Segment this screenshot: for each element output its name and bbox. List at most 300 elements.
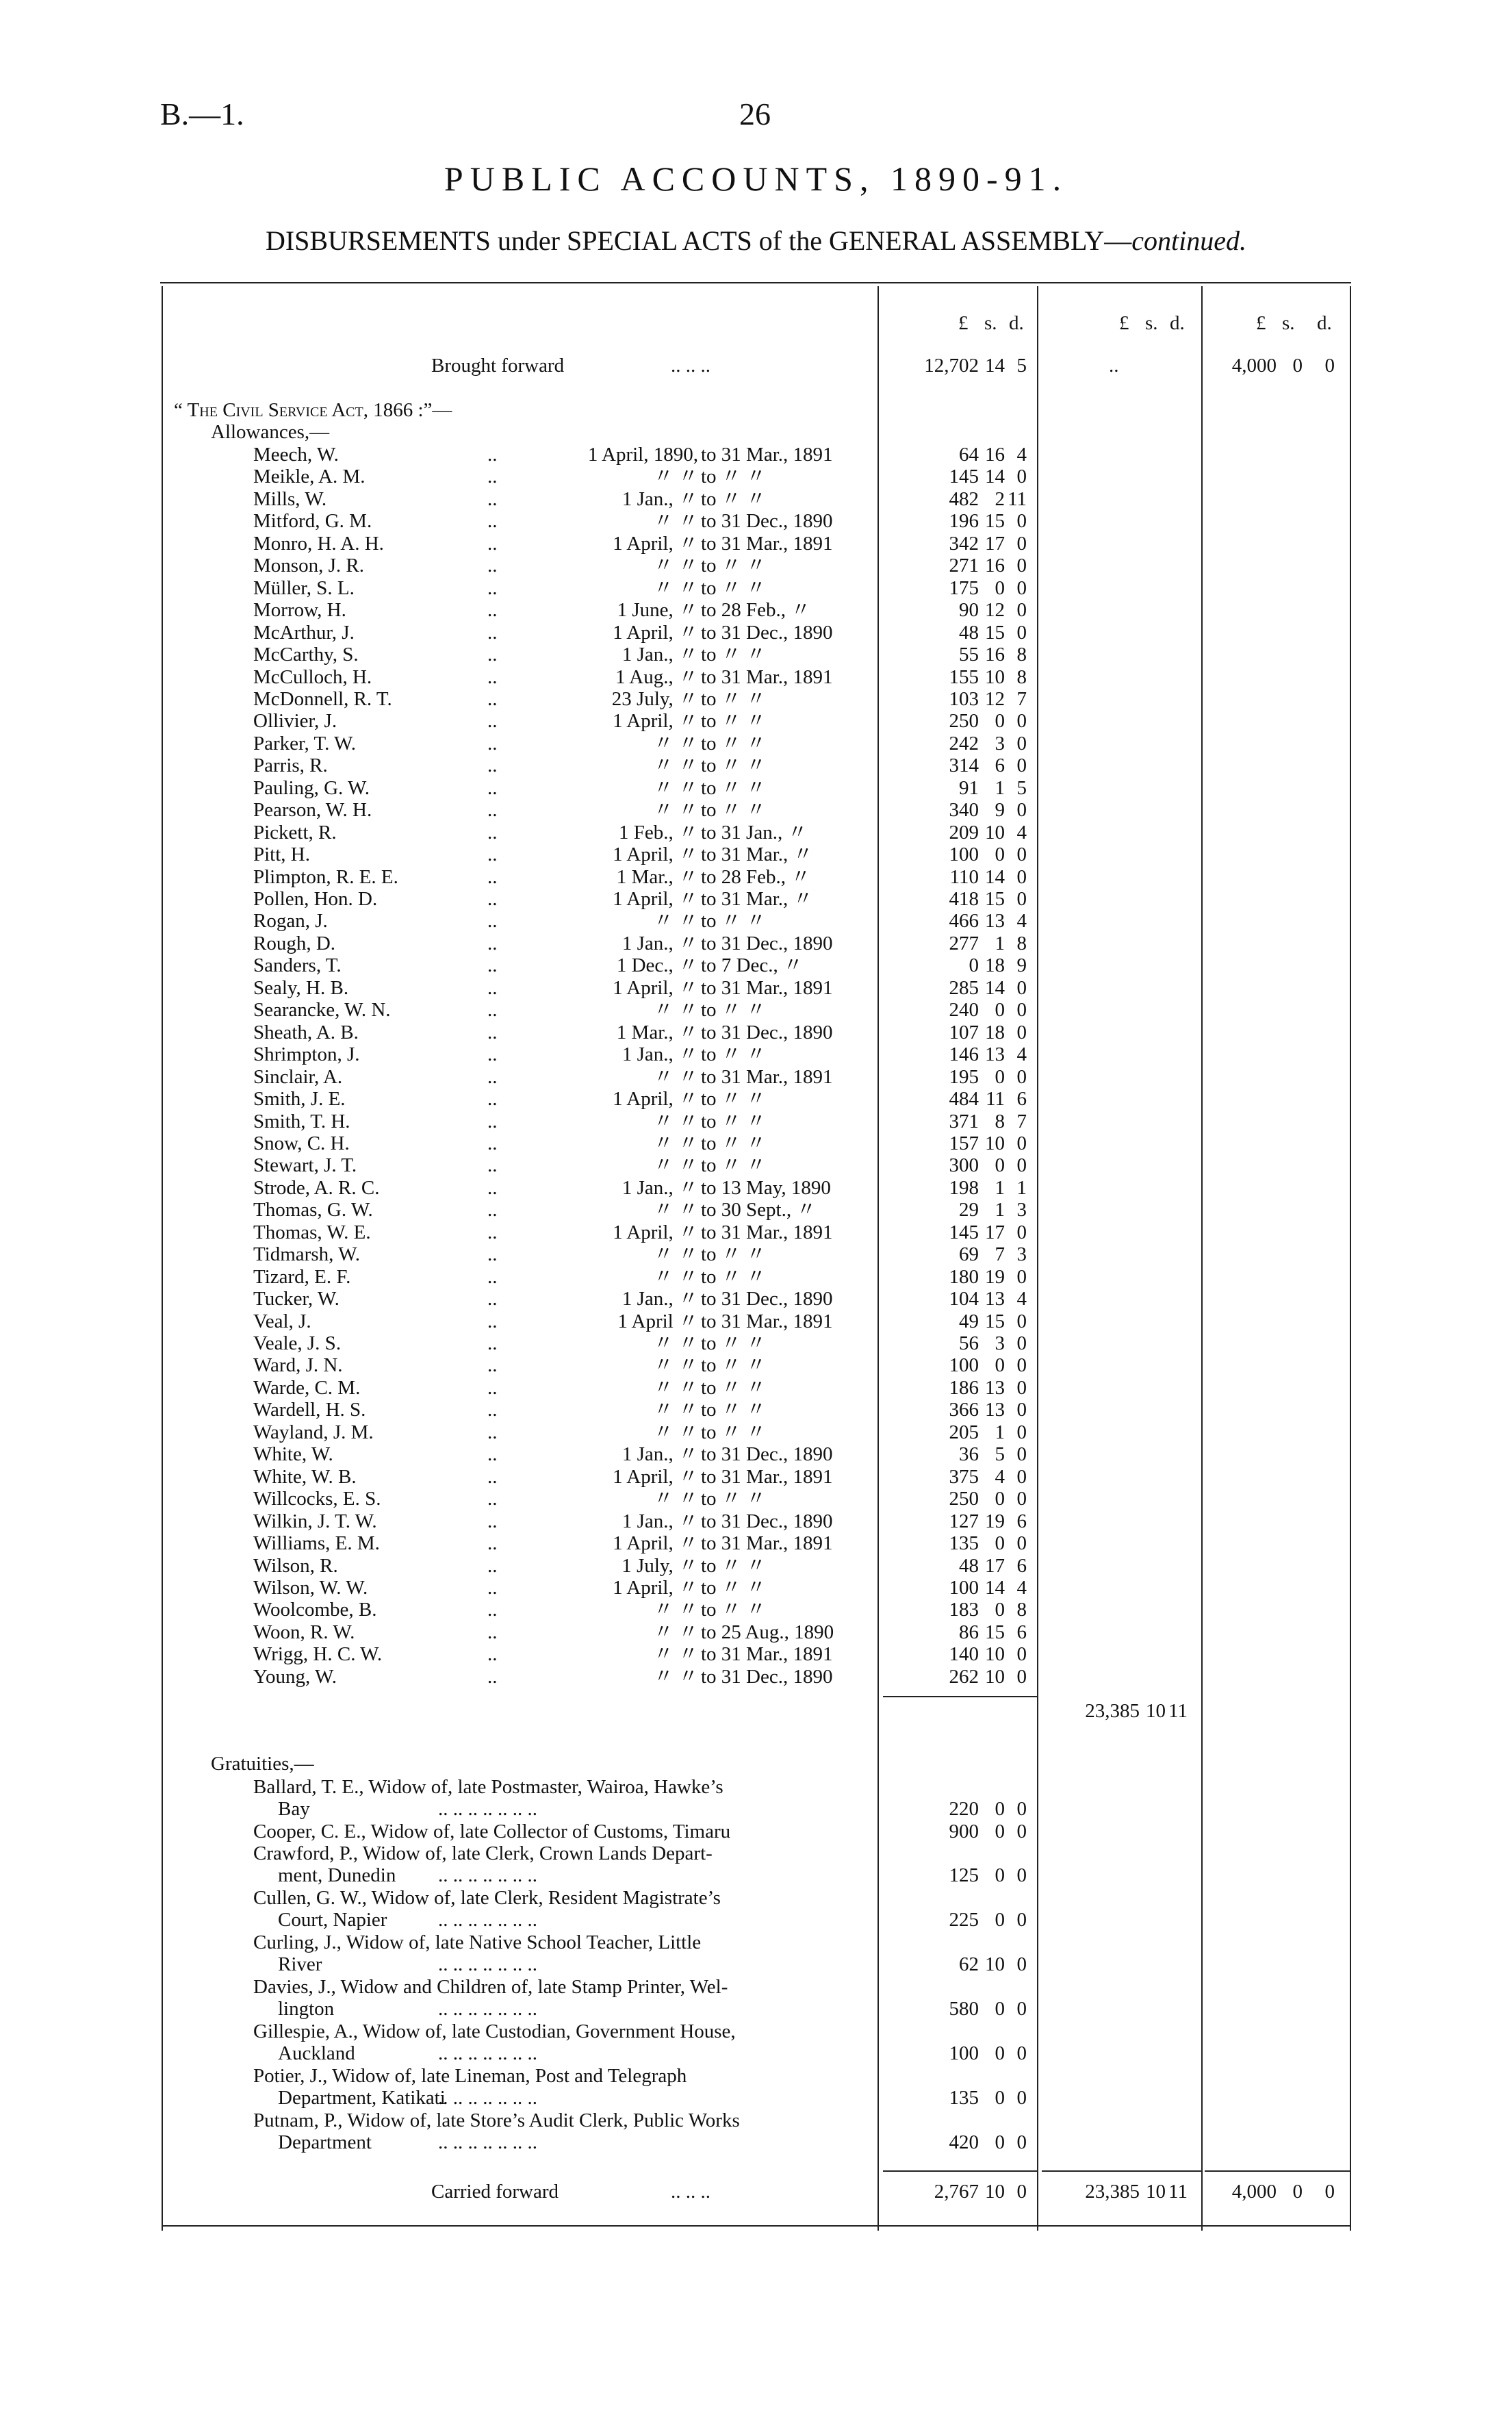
- col3-left-rule: [1201, 286, 1203, 2231]
- allowance-amount-pounds: 69: [959, 1243, 979, 1265]
- allowance-leader: ..: [487, 1443, 498, 1465]
- allowance-amount-pounds: 100: [949, 1354, 979, 1376]
- allowance-name: Plimpton, R. E. E.: [253, 866, 398, 888]
- allowance-amount-shillings: 1: [995, 777, 1005, 799]
- allowance-name: Smith, T. H.: [253, 1111, 350, 1132]
- allowance-name: Wardell, H. S.: [253, 1399, 366, 1421]
- allowance-amount-shillings: 13: [985, 1043, 1005, 1065]
- allowance-amount-pence: 7: [1016, 1111, 1027, 1132]
- gratuity-amount-pounds: 420: [949, 2131, 979, 2153]
- allowance-amount-pounds: 183: [949, 1599, 979, 1621]
- carried-forward-col3-pounds: 4,000: [1231, 2181, 1277, 2203]
- allowance-from: 1 April, 〃: [613, 888, 698, 910]
- allowance-from: 〃 〃: [653, 733, 698, 755]
- allowance-amount: [883, 1666, 1027, 1688]
- gratuity-line1: Cooper, C. E., Widow of, late Collector of Customs, Timaru: [253, 1821, 731, 1842]
- allowance-from: 〃 〃: [653, 755, 698, 776]
- allowance-from: 1 April, 〃: [613, 1466, 698, 1488]
- allowance-amount-pence: 4: [1016, 1043, 1027, 1065]
- allowance-leader: ..: [487, 1377, 498, 1399]
- allowance-to: to 〃 〃: [701, 733, 767, 755]
- allowance-name: Mitford, G. M.: [253, 510, 372, 532]
- allowance-amount-pounds: 371: [949, 1111, 979, 1132]
- col2-left-rule: [1037, 286, 1038, 2231]
- allowance-to: to 31 Mar., 1891: [701, 1643, 833, 1665]
- allowance-name: White, W. B.: [253, 1466, 357, 1488]
- allowance-amount-pence: 6: [1016, 1088, 1027, 1110]
- gratuity-amount-shillings: 10: [985, 1953, 1005, 1975]
- allowance-to: to 〃 〃: [701, 488, 767, 510]
- allowance-to: to 31 Mar., 1891: [701, 444, 833, 466]
- allowance-leader: ..: [487, 1111, 498, 1132]
- allowance-amount-pounds: 186: [949, 1377, 979, 1399]
- allowance-amount: [883, 1088, 1027, 1110]
- brought-forward-col1-pence: 5: [1016, 355, 1027, 377]
- allowance-leader: ..: [487, 555, 498, 576]
- allowance-amount-pounds: 375: [949, 1466, 979, 1488]
- gratuity-amount: [883, 1821, 1027, 1842]
- allowance-from: 〃 〃: [653, 1421, 698, 1443]
- allowance-amount-pounds: 104: [949, 1288, 979, 1310]
- allowance-amount-pence: 0: [1016, 1421, 1027, 1443]
- gratuity-leader: .. .. .. .. .. .. ..: [438, 2042, 537, 2064]
- brought-forward-col3-shillings: 0: [1292, 355, 1303, 377]
- allowance-from: 〃 〃: [653, 1488, 698, 1510]
- allowance-leader: ..: [487, 1288, 498, 1310]
- allowance-amount: [883, 599, 1027, 621]
- allowance-to: to 31 Mar., 1891: [701, 666, 833, 688]
- gratuity-leader: .. .. .. .. .. .. ..: [438, 1953, 537, 1975]
- allowance-name: Sealy, H. B.: [253, 977, 349, 999]
- allowance-leader: ..: [487, 1177, 498, 1199]
- allowance-leader: ..: [487, 1332, 498, 1354]
- allowance-name: Tucker, W.: [253, 1288, 339, 1310]
- allowance-amount-pounds: 250: [949, 1488, 979, 1510]
- allowance-amount: [883, 954, 1027, 976]
- allowance-leader: ..: [487, 844, 498, 865]
- allowance-name: Wayland, J. M.: [253, 1421, 374, 1443]
- allowance-to: to 〃 〃: [701, 1421, 767, 1443]
- allowance-to: to 〃 〃: [701, 1488, 767, 1510]
- gratuity-line2: ment, Dunedin: [278, 1864, 396, 1886]
- allowance-from: 1 April, 1890,: [587, 444, 698, 466]
- allowance-amount-pounds: 205: [949, 1421, 979, 1443]
- allowance-leader: ..: [487, 977, 498, 999]
- carried-forward-col2-pounds: 23,385: [1085, 2181, 1140, 2203]
- gratuity-amount: [883, 1798, 1027, 1820]
- allowance-name: Parris, R.: [253, 755, 328, 776]
- allowance-leader: ..: [487, 1399, 498, 1421]
- allowance-amount: [883, 1577, 1027, 1599]
- allowance-name: Willcocks, E. S.: [253, 1488, 381, 1510]
- allowance-amount-shillings: 15: [985, 1621, 1005, 1643]
- allowance-amount-pounds: 180: [949, 1266, 979, 1288]
- gratuity-amount-pence: 0: [1016, 1821, 1027, 1842]
- allowance-amount-shillings: 6: [995, 755, 1005, 776]
- allowance-amount: [883, 888, 1027, 910]
- allowance-from: 1 Mar., 〃: [616, 866, 698, 888]
- allowance-amount-shillings: 0: [995, 1488, 1005, 1510]
- allowance-name: Pauling, G. W.: [253, 777, 370, 799]
- allowance-to: to 31 Mar., 1891: [701, 1532, 833, 1554]
- allowance-from: 〃 〃: [653, 555, 698, 576]
- gratuity-amount-pence: 0: [1016, 1998, 1027, 2020]
- allowance-to: to 〃 〃: [701, 910, 767, 932]
- allowance-from: 1 April, 〃: [613, 533, 698, 555]
- gratuity-amount-pence: 0: [1016, 2131, 1027, 2153]
- allowance-leader: ..: [487, 1510, 498, 1532]
- allowance-to: to 〃 〃: [701, 577, 767, 599]
- allowance-amount: [883, 1532, 1027, 1554]
- allowance-amount-pence: 0: [1016, 1466, 1027, 1488]
- allowance-amount: [883, 910, 1027, 932]
- allowance-name: Monro, H. A. H.: [253, 533, 384, 555]
- table-top-rule: [160, 282, 1351, 283]
- allowance-amount-shillings: 0: [995, 999, 1005, 1021]
- allowance-amount-shillings: 15: [985, 622, 1005, 644]
- allowance-from: 1 Aug., 〃: [615, 666, 698, 688]
- allowance-amount: [883, 488, 1027, 510]
- allowance-from: 〃 〃: [653, 1266, 698, 1288]
- allowance-amount: [883, 844, 1027, 865]
- allowance-leader: ..: [487, 644, 498, 665]
- allowance-name: McDonnell, R. T.: [253, 688, 392, 710]
- act-title: “ The Civil Service Act, 1866 :”—: [174, 399, 452, 421]
- allowance-amount-pounds: 86: [959, 1621, 979, 1643]
- allowance-amount-shillings: 16: [985, 444, 1005, 466]
- allowance-to: to 〃 〃: [701, 1088, 767, 1110]
- gratuity-line1: Ballard, T. E., Widow of, late Postmaster, Wairoa, Hawke’s: [253, 1776, 723, 1798]
- carried-forward-col2-pence: 11: [1168, 2181, 1188, 2203]
- allowance-amount-pounds: 64: [959, 444, 979, 466]
- allowance-amount-shillings: 13: [985, 1377, 1005, 1399]
- gratuity-amount-shillings: 0: [995, 1821, 1005, 1842]
- allowances-total-shillings: 10: [1146, 1700, 1166, 1722]
- allowance-amount: [883, 1421, 1027, 1443]
- gratuity-leader: .. .. .. .. .. .. ..: [438, 2087, 537, 2109]
- brought-forward-col1: [883, 355, 1027, 377]
- allowance-to: to 〃 〃: [701, 1043, 767, 1065]
- allowance-amount-shillings: 12: [985, 688, 1005, 710]
- carried-forward-col2-shillings: 10: [1146, 2181, 1166, 2203]
- allowance-amount: [883, 1199, 1027, 1221]
- allowance-amount-pence: 0: [1016, 510, 1027, 532]
- allowance-amount-shillings: 19: [985, 1510, 1005, 1532]
- allowance-amount-pounds: 250: [949, 710, 979, 732]
- allowance-amount-pounds: 90: [959, 599, 979, 621]
- allowance-amount: [883, 1488, 1027, 1510]
- allowance-amount-shillings: 7: [995, 1243, 1005, 1265]
- allowance-amount: [883, 933, 1027, 954]
- carried-forward-label: Carried forward: [431, 2181, 559, 2203]
- allowances-heading: Allowances,—: [211, 421, 330, 443]
- allowance-from: 〃 〃: [653, 1643, 698, 1665]
- allowance-leader: ..: [487, 822, 498, 844]
- allowance-from: 1 April, 〃: [613, 1532, 698, 1554]
- allowance-leader: ..: [487, 933, 498, 954]
- allowance-leader: ..: [487, 755, 498, 776]
- table-bottom-rule: [163, 2225, 1350, 2227]
- gratuity-amount-pence: 0: [1016, 1909, 1027, 1931]
- allowance-from: 1 July, 〃: [622, 1555, 698, 1577]
- allowance-from: 〃 〃: [653, 1066, 698, 1088]
- allowance-leader: ..: [487, 1532, 498, 1554]
- allowance-name: Sheath, A. B.: [253, 1022, 359, 1043]
- allowance-amount-shillings: 8: [995, 1111, 1005, 1132]
- allowance-name: Pitt, H.: [253, 844, 310, 865]
- allowance-leader: ..: [487, 1066, 498, 1088]
- gratuity-line2: River: [278, 1953, 322, 1975]
- allowance-leader: ..: [487, 1043, 498, 1065]
- allowance-amount: [883, 710, 1027, 732]
- gratuity-amount: [883, 1864, 1027, 1886]
- allowance-leader: ..: [487, 1022, 498, 1043]
- allowance-amount-pence: 0: [1016, 1666, 1027, 1688]
- allowance-name: McCulloch, H.: [253, 666, 372, 688]
- allowance-from: 〃 〃: [653, 1666, 698, 1688]
- allowance-to: to 31 Mar., 〃: [701, 844, 813, 865]
- gratuity-amount-pounds: 900: [949, 1821, 979, 1842]
- gratuity-line1: Potier, J., Widow of, late Lineman, Post and Telegraph: [253, 2065, 687, 2087]
- allowance-name: Pickett, R.: [253, 822, 337, 844]
- gratuity-amount-shillings: 0: [995, 1864, 1005, 1886]
- allowance-amount: [883, 999, 1027, 1021]
- allowance-amount-pounds: 482: [949, 488, 979, 510]
- allowance-amount-pence: 0: [1016, 466, 1027, 487]
- allowance-amount-pence: 6: [1016, 1555, 1027, 1577]
- allowance-amount-pence: 0: [1016, 977, 1027, 999]
- allowance-amount: [883, 555, 1027, 576]
- allowance-leader: ..: [487, 866, 498, 888]
- allowance-amount: [883, 444, 1027, 466]
- allowance-from: 〃 〃: [653, 1377, 698, 1399]
- allowance-amount-shillings: 0: [995, 710, 1005, 732]
- gratuity-amount: [883, 1998, 1027, 2020]
- allowance-leader: ..: [487, 1354, 498, 1376]
- allowance-name: Morrow, H.: [253, 599, 346, 621]
- allowance-from: 1 April, 〃: [613, 710, 698, 732]
- gratuity-line1: Davies, J., Widow and Children of, late Stamp Printer, Wel-: [253, 1976, 728, 1998]
- allowance-amount-pence: 0: [1016, 1310, 1027, 1332]
- allowance-to: to 〃 〃: [701, 710, 767, 732]
- allowance-amount: [883, 1132, 1027, 1154]
- allowance-amount-shillings: 3: [995, 733, 1005, 755]
- allowance-to: to 30 Sept., 〃: [701, 1199, 817, 1221]
- carried-forward-rule-3: [1205, 2170, 1350, 2172]
- allowance-to: to 28 Feb., 〃: [701, 866, 811, 888]
- allowance-amount-pence: 6: [1016, 1510, 1027, 1532]
- allowance-name: Tizard, E. F.: [253, 1266, 351, 1288]
- allowance-amount-pounds: 36: [959, 1443, 979, 1465]
- allowance-leader: ..: [487, 1310, 498, 1332]
- gratuity-line2: Department: [278, 2131, 372, 2153]
- allowance-amount-shillings: 5: [995, 1443, 1005, 1465]
- allowance-to: to 〃 〃: [701, 999, 767, 1021]
- allowance-name: Veale, J. S.: [253, 1332, 342, 1354]
- allowance-from: 〃 〃: [653, 799, 698, 821]
- gratuity-amount: [883, 1953, 1027, 1975]
- allowance-from: 1 Jan., 〃: [622, 933, 698, 954]
- allowance-amount-pence: 0: [1016, 755, 1027, 776]
- allowance-amount: [883, 1599, 1027, 1621]
- allowance-amount-pence: 0: [1016, 1377, 1027, 1399]
- allowance-name: Mills, W.: [253, 488, 327, 510]
- allowance-amount-shillings: 14: [985, 977, 1005, 999]
- allowance-leader: ..: [487, 910, 498, 932]
- allowance-name: Williams, E. M.: [253, 1532, 380, 1554]
- allowance-leader: ..: [487, 1599, 498, 1621]
- allowance-amount-pence: 0: [1016, 1066, 1027, 1088]
- allowance-to: to 31 Mar., 1891: [701, 1066, 833, 1088]
- allowance-leader: ..: [487, 1577, 498, 1599]
- brought-forward-leader: .. .. ..: [671, 355, 710, 377]
- gratuity-leader: .. .. .. .. .. .. ..: [438, 1909, 537, 1931]
- allowance-amount-pence: 8: [1016, 644, 1027, 665]
- allowance-amount-pounds: 240: [949, 999, 979, 1021]
- allowance-amount-pounds: 0: [969, 954, 979, 976]
- allowance-from: 1 April, 〃: [613, 1221, 698, 1243]
- allowance-leader: ..: [487, 1643, 498, 1665]
- allowance-from: 〃 〃: [653, 510, 698, 532]
- allowances-total: [1042, 1700, 1188, 1722]
- allowance-to: to 31 Mar., 1891: [701, 1466, 833, 1488]
- allowance-amount: [883, 688, 1027, 710]
- gratuity-amount-pounds: 125: [949, 1864, 979, 1886]
- gratuity-line2: Department, Katikati: [278, 2087, 446, 2109]
- allowance-from: 1 April, 〃: [613, 1577, 698, 1599]
- table-left-border: [162, 286, 163, 2231]
- allowance-amount-pounds: 340: [949, 799, 979, 821]
- allowance-amount-pounds: 195: [949, 1066, 979, 1088]
- allowance-amount-pounds: 196: [949, 510, 979, 532]
- allowance-amount-shillings: 1: [995, 1421, 1005, 1443]
- allowance-leader: ..: [487, 622, 498, 644]
- allowance-amount: [883, 466, 1027, 487]
- allowance-amount-shillings: 2: [995, 488, 1005, 510]
- brought-forward-col3: [1205, 355, 1335, 377]
- allowance-amount-shillings: 4: [995, 1466, 1005, 1488]
- carried-forward-col3-shillings: 0: [1292, 2181, 1303, 2203]
- allowance-leader: ..: [487, 1221, 498, 1243]
- allowance-amount-pounds: 107: [949, 1022, 979, 1043]
- gratuity-line2: Auckland: [278, 2042, 355, 2064]
- allowance-name: Müller, S. L.: [253, 577, 355, 599]
- allowance-name: Wilson, W. W.: [253, 1577, 368, 1599]
- subtitle-main: DISBURSEMENTS under SPECIAL ACTS of the GENERAL ASSEMBLY—: [265, 225, 1132, 256]
- allowance-leader: ..: [487, 599, 498, 621]
- allowance-amount-shillings: 16: [985, 644, 1005, 665]
- allowance-leader: ..: [487, 444, 498, 466]
- allowance-to: to 〃 〃: [701, 466, 767, 487]
- allowance-amount-pence: 0: [1016, 599, 1027, 621]
- allowances-total-pounds: 23,385: [1085, 1700, 1140, 1722]
- allowance-amount-pence: 0: [1016, 1532, 1027, 1554]
- gratuity-line1: Crawford, P., Widow of, late Clerk, Crown Lands Depart-: [253, 1842, 713, 1864]
- allowance-amount-pence: 0: [1016, 999, 1027, 1021]
- shillings-header: s.: [1282, 312, 1295, 334]
- allowance-amount: [883, 510, 1027, 532]
- allowance-amount-shillings: 0: [995, 844, 1005, 865]
- allowance-name: Searancke, W. N.: [253, 999, 391, 1021]
- gratuity-leader: .. .. .. .. .. .. ..: [438, 1998, 537, 2020]
- allowance-amount-shillings: 3: [995, 1332, 1005, 1354]
- allowance-from: 1 Dec., 〃: [616, 954, 698, 976]
- allowance-from: 1 June, 〃: [617, 599, 698, 621]
- allowance-amount-shillings: 12: [985, 599, 1005, 621]
- allowance-from: 〃 〃: [653, 1243, 698, 1265]
- allowance-amount-pence: 4: [1016, 822, 1027, 844]
- gratuity-amount-pounds: 225: [949, 1909, 979, 1931]
- allowance-leader: ..: [487, 533, 498, 555]
- gratuities-heading: Gratuities,—: [211, 1753, 314, 1775]
- allowance-amount-shillings: 0: [995, 1354, 1005, 1376]
- allowance-from: 1 Jan., 〃: [622, 1043, 698, 1065]
- allowance-amount-shillings: 13: [985, 1288, 1005, 1310]
- allowance-amount-pounds: 146: [949, 1043, 979, 1065]
- allowance-amount-pence: 0: [1016, 710, 1027, 732]
- allowance-to: to 31 Dec., 1890: [701, 622, 833, 644]
- allowance-amount: [883, 777, 1027, 799]
- allowance-amount-pence: 0: [1016, 1132, 1027, 1154]
- allowance-amount: [883, 1111, 1027, 1132]
- allowance-amount-pounds: 262: [949, 1666, 979, 1688]
- allowance-amount: [883, 822, 1027, 844]
- gratuity-amount-shillings: 0: [995, 2087, 1005, 2109]
- gratuity-leader: .. .. .. .. .. .. ..: [438, 1798, 537, 1820]
- allowance-amount-pence: 0: [1016, 1488, 1027, 1510]
- allowance-amount-pence: 8: [1016, 933, 1027, 954]
- allowance-amount: [883, 1177, 1027, 1199]
- allowance-to: to 〃 〃: [701, 755, 767, 776]
- allowance-name: Stewart, J. T.: [253, 1154, 357, 1176]
- pence-header: d.: [1009, 312, 1024, 334]
- allowance-amount-pence: 0: [1016, 533, 1027, 555]
- allowance-leader: ..: [487, 466, 498, 487]
- allowance-amount-pence: 8: [1016, 1599, 1027, 1621]
- allowance-to: to 〃 〃: [701, 1132, 767, 1154]
- allowance-name: Ollivier, J.: [253, 710, 337, 732]
- allowance-amount-pence: 0: [1016, 622, 1027, 644]
- allowance-to: to 31 Mar., 1891: [701, 533, 833, 555]
- allowance-to: to 〃 〃: [701, 644, 767, 665]
- allowance-leader: ..: [487, 666, 498, 688]
- pounds-header: £: [1119, 312, 1129, 334]
- carried-forward-col1-pounds: 2,767: [934, 2181, 979, 2203]
- allowance-amount-pence: 0: [1016, 1643, 1027, 1665]
- allowance-amount: [883, 977, 1027, 999]
- allowance-leader: ..: [487, 688, 498, 710]
- allowance-to: to 7 Dec., 〃: [701, 954, 803, 976]
- allowance-amount-shillings: 1: [995, 1177, 1005, 1199]
- allowance-amount-shillings: 0: [995, 577, 1005, 599]
- allowance-name: Snow, C. H.: [253, 1132, 350, 1154]
- allowance-to: to 〃 〃: [701, 1332, 767, 1354]
- allowance-amount-shillings: 15: [985, 1310, 1005, 1332]
- allowance-amount-pounds: 198: [949, 1177, 979, 1199]
- allowance-amount-pounds: 145: [949, 466, 979, 487]
- allowances-subtotal-rule: [883, 1696, 1037, 1697]
- gratuity-amount-pence: 0: [1016, 2042, 1027, 2064]
- allowance-to: to 31 Mar., 1891: [701, 977, 833, 999]
- allowance-amount-pounds: 242: [949, 733, 979, 755]
- allowance-from: 1 Jan., 〃: [622, 488, 698, 510]
- allowance-amount: [883, 866, 1027, 888]
- allowance-amount-pence: 4: [1016, 1577, 1027, 1599]
- allowance-amount: [883, 1510, 1027, 1532]
- allowance-name: Veal, J.: [253, 1310, 311, 1332]
- allowance-amount-pence: 7: [1016, 688, 1027, 710]
- allowance-amount-shillings: 17: [985, 1221, 1005, 1243]
